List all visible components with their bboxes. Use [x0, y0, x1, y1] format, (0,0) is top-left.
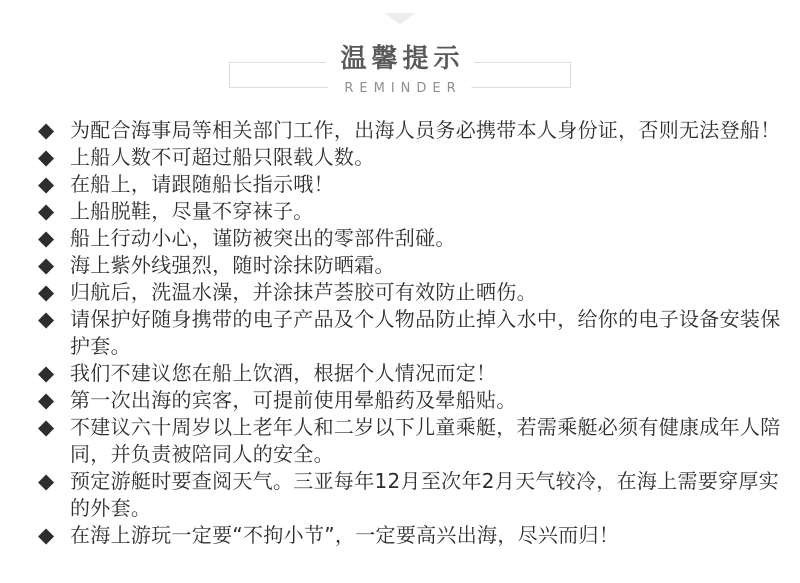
page-subtitle: REMINDER [328, 81, 471, 96]
reminder-text: 不建议六十周岁以上老年人和二岁以下儿童乘艇，若需乘艇必须有健康成年人陪同，并负责被陪同人的安全。 [70, 415, 781, 466]
reminder-item [38, 144, 782, 171]
reminder-text: 我们不建议您在船上饮酒，根据个人情况而定！ [70, 361, 497, 385]
diamond-bullet-icon: ◆ [38, 469, 55, 493]
reminder-text: 在海上游玩一定要“不拘小节”，一定要高兴出海，尽兴而归！ [70, 523, 620, 547]
reminder-text: 预定游艇时要查阅天气。三亚每年12月至次年2月天气较冷，在海上需要穿厚实的外套。 [70, 469, 779, 520]
reminder-text: 在船上，请跟随船长指示哦！ [70, 172, 334, 196]
reminder-text: 为配合海事局等相关部门工作，出海人员务必携带本人身份证，否则无法登船！ [70, 118, 781, 142]
reminder-item [38, 360, 782, 387]
diamond-bullet-icon: ◆ [38, 307, 55, 331]
diamond-bullet-icon: ◆ [38, 523, 55, 547]
reminder-header [0, 0, 800, 117]
reminder-text: 海上紫外线强烈，随时涂抹防晒霜。 [70, 253, 395, 277]
reminder-text: 归航后，洗温水澡，并涂抹芦荟胶可有效防止晒伤。 [70, 280, 537, 304]
reminder-item [38, 468, 782, 522]
reminder-text: 船上行动小心，谨防被突出的零部件刮碰。 [70, 226, 456, 250]
reminder-list [0, 117, 800, 549]
reminder-text: 第一次出海的宾客，可提前使用晕船药及晕船贴。 [70, 388, 517, 412]
reminder-item [38, 414, 782, 468]
reminder-item [38, 225, 782, 252]
reminder-item [38, 387, 782, 414]
diamond-bullet-icon: ◆ [38, 172, 55, 196]
reminder-item [38, 117, 782, 144]
reminder-item [38, 198, 782, 225]
diamond-bullet-icon: ◆ [38, 145, 55, 169]
down-triangle-icon [385, 13, 415, 25]
reminder-text: 上船脱鞋，尽量不穿袜子。 [70, 199, 314, 223]
reminder-item [38, 171, 782, 198]
diamond-bullet-icon: ◆ [38, 280, 55, 304]
reminder-item [38, 252, 782, 279]
reminder-item [38, 306, 782, 360]
page-title: 温馨提示 [325, 44, 474, 74]
diamond-bullet-icon: ◆ [38, 199, 55, 223]
reminder-item [38, 522, 782, 549]
diamond-bullet-icon: ◆ [38, 226, 55, 250]
reminder-text: 请保护好随身携带的电子产品及个人物品防止掉入水中，给你的电子设备安装保护套。 [70, 307, 781, 358]
diamond-bullet-icon: ◆ [38, 118, 55, 142]
reminder-item [38, 279, 782, 306]
reminder-text: 上船人数不可超过船只限载人数。 [70, 145, 375, 169]
diamond-bullet-icon: ◆ [38, 388, 55, 412]
diamond-bullet-icon: ◆ [38, 415, 55, 439]
diamond-bullet-icon: ◆ [38, 361, 55, 385]
diamond-bullet-icon: ◆ [38, 253, 55, 277]
